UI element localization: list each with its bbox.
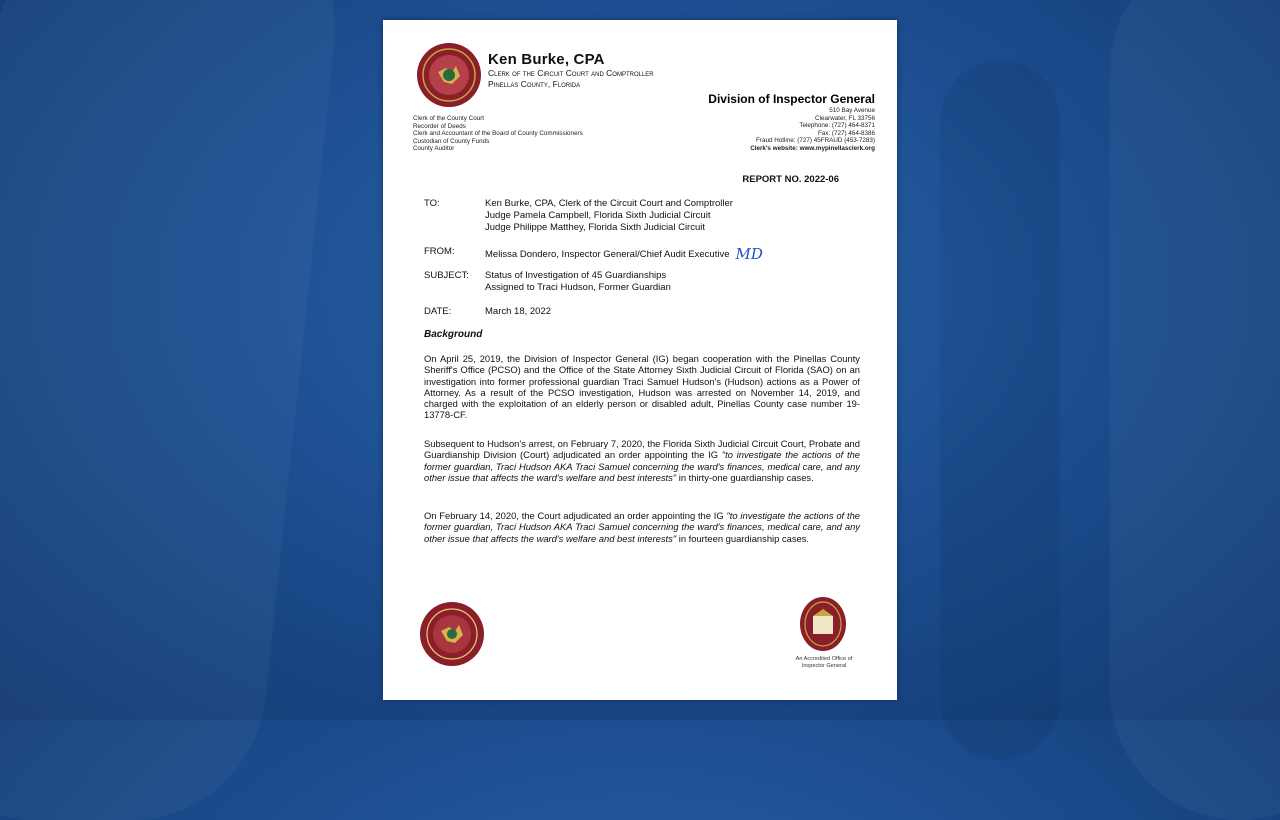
background-paragraph-1: On April 25, 2019, the Division of Inspector General (IG) began cooperation with the Pinellas County Sheriff's Office (PCSO) and the Office of the State Attorney Sixth Judicial Circuit of Florida (SAO) on an investigation into former professional guardian Traci Samuel Hudson's (Hudson) actions as a Power of Attorney. As a result of the PCSO investigation, Hudson was arrested on November 14, 2019, and charged with the exploitation of an elderly person or disabled adult, Pinellas County case number 19-13778-CF. — [424, 353, 860, 421]
sender: Melissa Dondero, Inspector General/Chief Audit Executive — [485, 249, 730, 260]
division-contact-block — [708, 92, 875, 153]
letterhead-title — [488, 68, 654, 90]
clerk-seal-icon — [416, 42, 482, 108]
background-paragraph-3 — [424, 510, 860, 544]
duty-item: County Auditor — [413, 145, 455, 153]
background-paragraph-2 — [424, 438, 860, 483]
memo-date-value: March 18, 2022 — [485, 306, 552, 317]
division-city: Clearwater, FL 33756 — [815, 114, 875, 122]
duty-item: Recorder of Deeds — [413, 122, 466, 130]
report-number: REPORT NO. 2022-06 — [742, 174, 839, 185]
recipient: Judge Philippe Matthey, Florida Sixth Judicial Circuit — [485, 222, 706, 233]
division-title: Division of Inspector General — [708, 92, 875, 106]
division-address: 510 Bay Avenue — [829, 107, 875, 114]
duty-item: Custodian of County Funds — [413, 137, 490, 145]
accreditation-line: Inspector General — [801, 663, 847, 669]
memo-to-label: TO: — [424, 198, 440, 209]
memo-subject-value — [485, 270, 671, 294]
background-shape — [0, 0, 347, 820]
duty-item: Clerk of the County Court — [413, 115, 485, 122]
signature-initials: MD — [735, 245, 763, 263]
division-fax: Fax: (727) 464-8386 — [817, 129, 875, 137]
recipient: Judge Pamela Campbell, Florida Sixth Judicial Circuit — [485, 210, 711, 221]
memo-subject-label: SUBJECT: — [424, 270, 469, 281]
accreditation-seal-icon — [799, 596, 847, 652]
recipient: Ken Burke, CPA, Clerk of the Circuit Court and Comptroller — [485, 198, 733, 209]
court-order-quote: "to investigate the actions of the former guardian, Traci Hudson AKA Traci Samuel concerning the ward's finances, medical care, and any other issue that affects the ward's welfare and best interests" — [424, 449, 860, 483]
memo-date-label: DATE: — [424, 306, 452, 317]
background-shape — [940, 60, 1060, 760]
letterhead-title-line: Clerk of the Circuit Court and Comptroller — [488, 68, 654, 78]
paragraph-text: in thirty-one guardianship cases. — [676, 471, 814, 483]
clerk-duties-list — [413, 115, 583, 153]
memo-to-recipients — [485, 198, 733, 234]
division-telephone: Telephone: (727) 464-8371 — [799, 122, 875, 130]
division-hotline: Fraud Hotline: (727) 45FRAUD (453-7283) — [756, 137, 875, 145]
accreditation-line: An Accredited Office of — [795, 656, 853, 662]
memo-from-label: FROM: — [424, 246, 455, 257]
background-heading: Background — [424, 329, 483, 340]
duty-item: Clerk and Accountant of the Board of County Commissioners — [413, 130, 583, 138]
accreditation-caption — [779, 656, 869, 670]
background-shape — [1110, 0, 1280, 820]
court-order-quote: "to investigate the actions of the former guardian, Traci Hudson AKA Traci Samuel concerning the ward's finances, medical care, and any other issue that affects the ward's welfare and best interests" — [424, 510, 860, 544]
division-website: Clerk's website: www.mypinellasclerk.org — [750, 144, 875, 152]
inspector-general-seal-icon — [419, 601, 485, 667]
paragraph-text: On February 14, 2020, the Court adjudicated an order appointing the IG — [424, 510, 727, 521]
subject-line: Status of Investigation of 45 Guardianships — [485, 270, 667, 281]
letterhead-title-line: Pinellas County, Florida — [488, 79, 581, 89]
memo-from-value — [485, 246, 763, 261]
document-page — [383, 20, 897, 700]
paragraph-text: in fourteen guardianship cases. — [676, 532, 810, 544]
subject-line: Assigned to Traci Hudson, Former Guardian — [485, 282, 671, 293]
paragraph-text: Subsequent to Hudson's arrest, on February 7, 2020, the Florida Sixth Judicial Circuit Court, Probate and Guardianship Division (Court) adjudicated an order appointing the IG — [424, 438, 860, 461]
letterhead-name: Ken Burke, CPA — [488, 51, 605, 68]
